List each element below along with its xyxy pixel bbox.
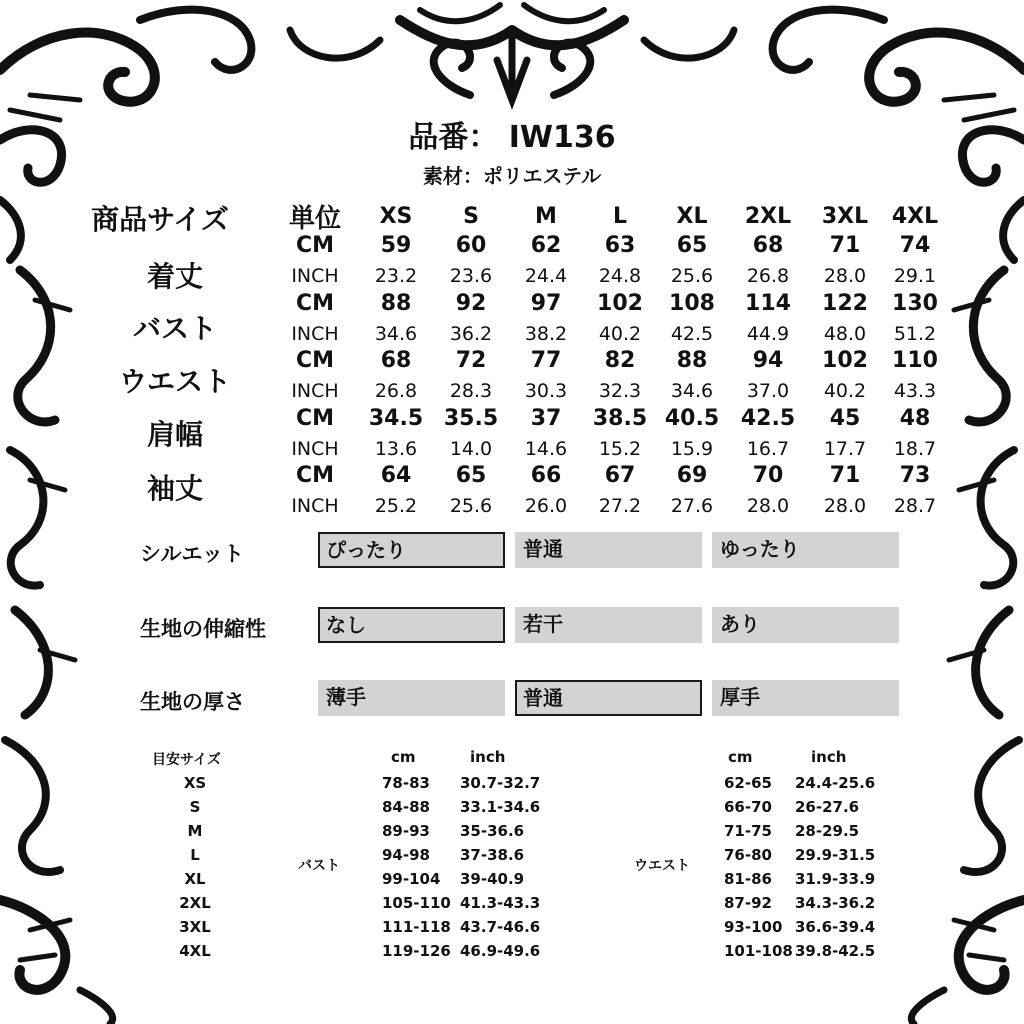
measure-label: 着丈	[146, 260, 203, 293]
cm-value-cell: 102	[822, 348, 868, 373]
unit-cm-label: CM	[295, 290, 335, 316]
inch-value-cell: 26.8	[374, 380, 418, 402]
inch-value-cell: 15.9	[670, 437, 714, 460]
inch-value-cell: 28.0	[823, 495, 867, 517]
bust-cm-value: 105-110	[382, 894, 451, 912]
waist-inch-value: 34.3-36.2	[795, 894, 876, 912]
cm-value-cell: 40.5	[664, 405, 720, 431]
cm-value-cell: 69	[676, 463, 708, 488]
cm-value-cell: 94	[752, 348, 784, 373]
attribute-option: ぴったり	[318, 532, 505, 568]
bottom-left-scroll-ornament	[0, 900, 113, 1024]
attribute-label: シルエット	[140, 542, 245, 566]
inch-value-cell: 28.0	[746, 495, 790, 517]
inch-value-cell: 28.0	[823, 265, 867, 287]
inch-value-cell: 48.0	[823, 322, 867, 345]
waist-inch-value: 31.9-33.9	[795, 870, 876, 888]
waist-inch-value: 26-27.6	[795, 798, 860, 816]
attribute-option: あり	[712, 607, 899, 643]
left-side-vine-ornament	[5, 270, 75, 872]
right-side-vine-ornament	[949, 270, 1019, 872]
waist-inch-value: 36.6-39.4	[795, 918, 876, 936]
cm-value-cell: 92	[455, 290, 487, 316]
waist-label: ウエスト	[634, 858, 690, 874]
size-header-xs: XS	[379, 204, 413, 229]
inch-value-cell: 18.7	[893, 437, 937, 460]
bust-inch-value: 33.1-34.6	[460, 798, 541, 816]
cm-value-cell: 102	[597, 290, 643, 316]
unit-cm-label: CM	[295, 348, 335, 373]
attribute-option: 普通	[515, 532, 702, 568]
cm-value-cell: 62	[530, 233, 562, 258]
size-header-s: S	[463, 204, 479, 229]
cm-value-cell: 73	[899, 463, 931, 488]
attribute-option: 普通	[515, 680, 702, 716]
inch-value-cell: 13.6	[374, 437, 418, 460]
cm-value-cell: 42.5	[740, 405, 796, 431]
cm-value-cell: 48	[899, 405, 931, 431]
guide-size-label: 4XL	[179, 942, 211, 960]
cm-value-cell: 65	[455, 463, 487, 488]
bust-inch-value: 37-38.6	[460, 846, 525, 864]
waist-cm-value: 71-75	[724, 822, 772, 840]
attribute-option: ゆったり	[712, 532, 899, 568]
inch-value-cell: 34.6	[670, 380, 714, 402]
inch-value-cell: 51.2	[893, 322, 937, 345]
waist-cm-value: 66-70	[724, 798, 772, 816]
guide-title: 目安サイズ	[152, 752, 221, 768]
cm-value-cell: 60	[455, 233, 487, 258]
bust-inch-value: 43.7-46.6	[460, 918, 541, 936]
cm-value-cell: 114	[745, 290, 791, 316]
cm-value-cell: 34.5	[368, 405, 424, 431]
waist-inch-value: 28-29.5	[795, 822, 860, 840]
inch-value-cell: 27.6	[670, 495, 714, 517]
bust-cm-value: 94-98	[382, 846, 430, 864]
waist-cm-value: 81-86	[724, 870, 772, 888]
cm-value-cell: 72	[455, 348, 487, 373]
size-header-l: L	[612, 204, 628, 229]
waist-inch-header: inch	[811, 748, 847, 766]
attribute-option: なし	[318, 607, 505, 643]
inch-value-cell: 43.3	[893, 380, 937, 402]
cm-value-cell: 110	[892, 348, 938, 373]
unit-heading: 単位	[288, 204, 341, 234]
cm-value-cell: 74	[899, 233, 931, 258]
size-header-3xl: 3XL	[821, 204, 869, 229]
bust-inch-value: 41.3-43.3	[460, 894, 541, 912]
bust-inch-value: 39-40.9	[460, 870, 525, 888]
inch-value-cell: 23.2	[374, 265, 418, 287]
bust-cm-value: 89-93	[382, 822, 430, 840]
inch-value-cell: 25.6	[449, 495, 493, 517]
waist-cm-value: 93-100	[724, 918, 783, 936]
material-label: 素材：ポリエステル	[422, 164, 602, 188]
size-header-m: M	[535, 204, 557, 229]
inch-value-cell: 28.3	[449, 380, 493, 402]
measure-label: 袖丈	[146, 472, 203, 505]
cm-value-cell: 71	[829, 463, 861, 488]
inch-value-cell: 24.8	[598, 265, 642, 287]
cm-value-cell: 130	[892, 290, 938, 316]
measure-label: 肩幅	[146, 418, 203, 451]
bust-inch-value: 35-36.6	[460, 822, 525, 840]
cm-value-cell: 88	[676, 348, 708, 373]
unit-inch-label: INCH	[291, 437, 339, 460]
waist-inch-value: 39.8-42.5	[795, 942, 876, 960]
cm-value-cell: 66	[530, 463, 562, 488]
inch-value-cell: 15.2	[598, 437, 642, 460]
cm-value-cell: 59	[380, 233, 412, 258]
bust-inch-value: 30.7-32.7	[460, 774, 541, 792]
waist-inch-value: 24.4-25.6	[795, 774, 876, 792]
waist-cm-value: 87-92	[724, 894, 772, 912]
inch-value-cell: 17.7	[823, 437, 867, 460]
guide-size-label: S	[189, 798, 201, 816]
inch-value-cell: 42.5	[670, 322, 714, 345]
cm-value-cell: 68	[380, 348, 412, 373]
inch-value-cell: 32.3	[598, 380, 642, 402]
attribute-label: 生地の伸縮性	[140, 617, 266, 641]
waist-cm-value: 62-65	[724, 774, 772, 792]
bust-cm-value: 111-118	[382, 918, 451, 936]
cm-value-cell: 108	[669, 290, 715, 316]
size-header-2xl: 2XL	[744, 204, 792, 229]
inch-value-cell: 25.2	[374, 495, 418, 517]
unit-inch-label: INCH	[291, 495, 339, 517]
cm-value-cell: 97	[530, 290, 562, 316]
inch-value-cell: 28.7	[893, 495, 937, 517]
unit-cm-label: CM	[295, 233, 335, 258]
bust-label: バスト	[298, 858, 340, 874]
cm-value-cell: 63	[604, 233, 636, 258]
waist-cm-header: cm	[728, 748, 753, 766]
guide-size-label: XL	[184, 870, 206, 888]
inch-value-cell: 25.6	[670, 265, 714, 287]
guide-size-label: L	[190, 846, 200, 864]
bust-inch-header: inch	[470, 748, 506, 766]
inch-value-cell: 34.6	[374, 322, 418, 345]
cm-value-cell: 77	[530, 348, 562, 373]
bust-cm-value: 78-83	[382, 774, 430, 792]
guide-size-label: 2XL	[179, 894, 211, 912]
guide-size-label: M	[187, 822, 203, 840]
inch-value-cell: 44.9	[746, 322, 790, 345]
inch-value-cell: 16.7	[746, 437, 790, 460]
unit-inch-label: INCH	[291, 265, 339, 287]
inch-value-cell: 30.3	[524, 380, 568, 402]
size-header-xl: XL	[676, 204, 708, 229]
inch-value-cell: 40.2	[598, 322, 642, 345]
size-header-4xl: 4XL	[891, 204, 939, 229]
cm-value-cell: 37	[530, 405, 562, 431]
inch-value-cell: 38.2	[524, 322, 568, 345]
bust-cm-value: 84-88	[382, 798, 430, 816]
inch-value-cell: 37.0	[746, 380, 790, 402]
inch-value-cell: 29.1	[893, 265, 937, 287]
unit-cm-label: CM	[295, 463, 335, 488]
attribute-option: 若干	[515, 607, 702, 643]
inch-value-cell: 14.0	[449, 437, 493, 460]
bust-cm-value: 99-104	[382, 870, 441, 888]
inch-value-cell: 24.4	[524, 265, 568, 287]
cm-value-cell: 70	[752, 463, 784, 488]
measure-label: ウエスト	[118, 365, 231, 398]
bust-cm-value: 119-126	[382, 942, 451, 960]
waist-inch-value: 29.9-31.5	[795, 846, 876, 864]
bust-cm-header: cm	[391, 748, 416, 766]
top-crest-ornament	[290, 5, 734, 100]
bust-inch-value: 46.9-49.6	[460, 942, 541, 960]
attribute-option: 薄手	[318, 680, 505, 716]
attribute-option: 厚手	[712, 680, 899, 716]
inch-value-cell: 36.2	[449, 322, 493, 345]
waist-cm-value: 101-108	[724, 942, 793, 960]
guide-size-label: XS	[183, 774, 207, 792]
cm-value-cell: 122	[822, 290, 868, 316]
inch-value-cell: 40.2	[823, 380, 867, 402]
waist-cm-value: 76-80	[724, 846, 772, 864]
inch-value-cell: 23.6	[449, 265, 493, 287]
inch-value-cell: 27.2	[598, 495, 642, 517]
unit-inch-label: INCH	[291, 380, 339, 402]
cm-value-cell: 35.5	[443, 405, 499, 431]
cm-value-cell: 67	[604, 463, 636, 488]
inch-value-cell: 26.8	[746, 265, 790, 287]
product-size-heading: 商品サイズ	[91, 203, 229, 236]
cm-value-cell: 71	[829, 233, 861, 258]
cm-value-cell: 65	[676, 233, 708, 258]
measure-label: バスト	[132, 312, 217, 345]
unit-inch-label: INCH	[291, 322, 339, 345]
product-number-title: 品番： IW136	[408, 120, 616, 155]
cm-value-cell: 82	[604, 348, 636, 373]
bottom-right-scroll-ornament	[911, 900, 1024, 1024]
cm-value-cell: 45	[829, 405, 861, 431]
guide-size-label: 3XL	[179, 918, 211, 936]
inch-value-cell: 14.6	[524, 437, 568, 460]
cm-value-cell: 68	[752, 233, 784, 258]
cm-value-cell: 64	[380, 463, 412, 488]
unit-cm-label: CM	[295, 405, 335, 431]
attribute-label: 生地の厚さ	[140, 690, 245, 714]
cm-value-cell: 38.5	[592, 405, 648, 431]
cm-value-cell: 88	[380, 290, 412, 316]
inch-value-cell: 26.0	[524, 495, 568, 517]
